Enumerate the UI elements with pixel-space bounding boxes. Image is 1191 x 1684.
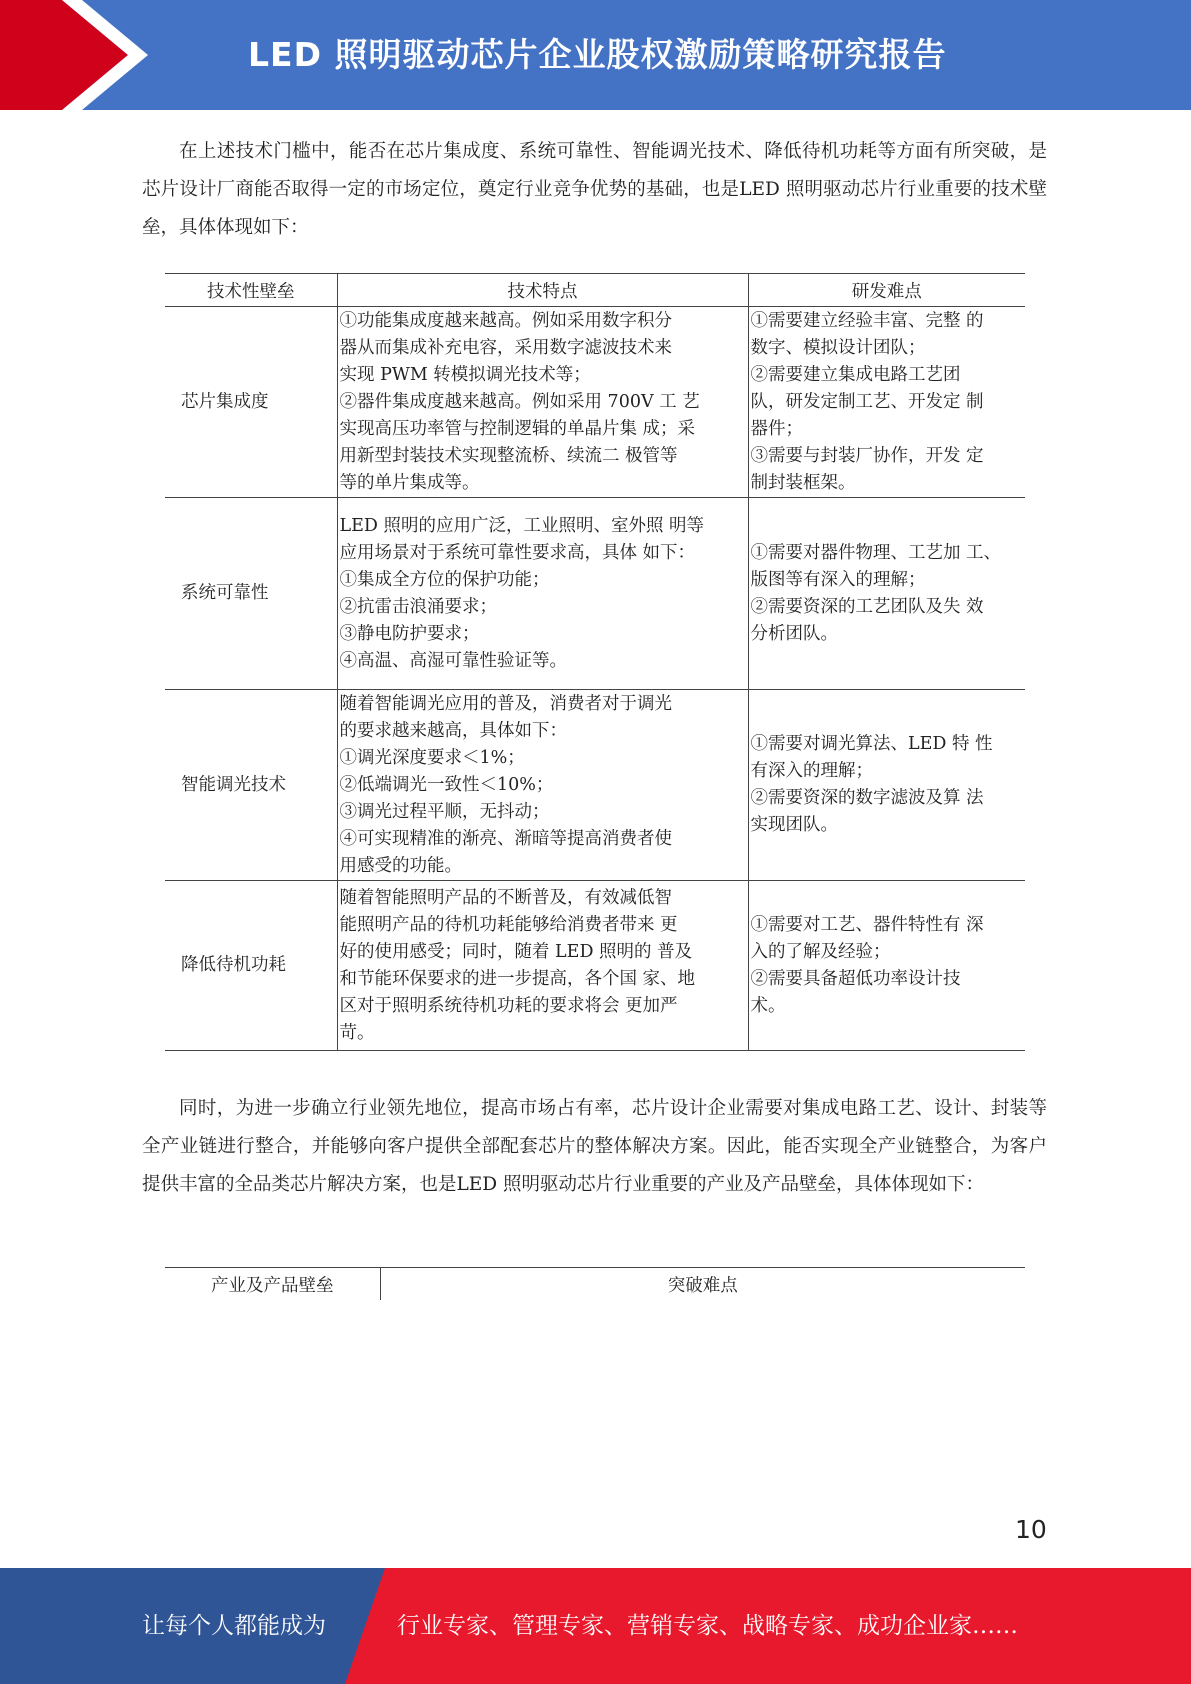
text-line: 入的了解及经验；	[750, 941, 891, 962]
text-line: 用感受的功能。	[339, 855, 462, 876]
text-line: ③调光过程平顺，无抖动；	[339, 801, 550, 822]
text-line: 实现 PWM 转模拟调光技术等；	[339, 364, 591, 385]
page-footer	[0, 1568, 1191, 1684]
text-line: ④可实现精准的渐亮、渐暗等提高消费者使	[339, 828, 672, 849]
text-line: ②需要资深的数字滤波及算 法	[750, 788, 984, 808]
difficulties-cell	[748, 881, 1025, 1051]
text-line: ①需要建立经验丰富、完整 的	[750, 310, 984, 331]
text-line: 制封装框架。	[750, 472, 856, 493]
features-cell	[337, 690, 748, 881]
text-line: ②需要具备超低功率设计技	[750, 968, 961, 989]
table-row	[165, 690, 1025, 881]
text-line: ①功能集成度越来越高。例如采用数字积分	[339, 310, 672, 331]
text-line: 数字、模拟设计团队；	[750, 337, 926, 358]
footer-slogan-left: 让每个人都能成为	[142, 1613, 326, 1639]
text-line: 等的单片集成等。	[339, 472, 480, 493]
text-line: 术。	[750, 995, 786, 1016]
text-line: 有深入的理解；	[750, 761, 873, 781]
table-row	[165, 498, 1025, 690]
text-line: 器件；	[750, 418, 803, 439]
text-line: 实现高压功率管与控制逻辑的单晶片集 成；采	[339, 418, 696, 439]
text-line: 苛。	[339, 1022, 375, 1043]
text-line: ③静电防护要求；	[339, 623, 480, 644]
industry-barrier-table	[165, 1267, 1025, 1300]
text-line: 应用场景对于系统可靠性要求高，具体 如下：	[339, 542, 696, 563]
text-line: 的要求越来越高，具体如下：	[339, 720, 567, 741]
text-line: ②需要建立集成电路工艺团	[750, 364, 961, 385]
features-cell	[337, 498, 748, 690]
header-breakthrough-difficulties: 突破难点	[380, 1268, 1025, 1301]
text-line: 能照明产品的待机功耗能够给消费者带来 更	[339, 914, 678, 935]
features-cell	[337, 881, 748, 1051]
text-line: ④高温、高湿可靠性验证等。	[339, 650, 567, 671]
text-line: 区对于照明系统待机功耗的要求将会 更加严	[339, 995, 678, 1016]
features-cell	[337, 307, 748, 498]
page-number: 10	[1015, 1515, 1047, 1544]
barrier-cell: 智能调光技术	[165, 690, 337, 881]
text-line: 用新型封装技术实现整流桥、续流二 极管等	[339, 445, 678, 466]
text-line: ②需要资深的工艺团队及失 效	[750, 596, 984, 617]
table-row	[165, 881, 1025, 1051]
text-line: 好的使用感受；同时，随着 LED 照明的 普及	[339, 941, 693, 962]
text-line: ②低端调光一致性＜10%；	[339, 774, 554, 795]
text-line: LED 照明的应用广泛，工业照明、室外照 明等	[339, 515, 705, 536]
text-line: 和节能环保要求的进一步提高，各个国 家、地	[339, 968, 696, 989]
text-line: ①集成全方位的保护功能；	[339, 569, 550, 590]
industry-chain-paragraph: 同时，为进一步确立行业领先地位，提高市场占有率，芯片设计企业需要对集成电路工艺、设计、封装等全产业链进行整合，并能够向客户提供全部配套芯片的整体解决方案。因此，能否实现全产业链整合，为客户提供丰富的全品类芯片解决方案，也是LED 照明驱动芯片行业重要的产业及产品壁垒，具体体现如下：	[142, 1098, 1047, 1195]
header-industry-barrier: 产业及产品壁垒	[165, 1268, 380, 1301]
footer-slogan-right: 行业专家、管理专家、营销专家、战略专家、成功企业家……	[397, 1613, 1018, 1639]
technical-barrier-table	[165, 273, 1025, 1051]
text-line: 实现团队。	[750, 815, 838, 835]
table-row	[165, 307, 1025, 498]
difficulties-cell	[748, 498, 1025, 690]
barrier-cell: 芯片集成度	[165, 307, 337, 498]
text-line: ③需要与封装厂协作，开发 定	[750, 445, 984, 466]
text-line: 分析团队。	[750, 623, 838, 644]
difficulties-cell	[748, 690, 1025, 881]
difficulties-cell	[748, 307, 1025, 498]
table-header-row	[165, 274, 1025, 307]
text-line: ②抗雷击浪涌要求；	[339, 596, 497, 617]
text-line: ①需要对器件物理、工艺加 工、	[750, 542, 1002, 563]
text-line: ①需要对工艺、器件特性有 深	[750, 914, 984, 935]
header-barrier: 技术性壁垒	[165, 274, 337, 307]
header-features: 技术特点	[337, 274, 748, 307]
text-line: ①需要对调光算法、LED 特 性	[750, 734, 993, 754]
header-difficulties: 研发难点	[748, 274, 1025, 307]
intro-paragraph: 在上述技术门槛中，能否在芯片集成度、系统可靠性、智能调光技术、降低待机功耗等方面有所突破，是芯片设计厂商能否取得一定的市场定位，奠定行业竞争优势的基础，也是LED 照明驱动芯片行业重要的技术壁垒，具体体现如下：	[142, 141, 1047, 238]
text-line: 随着智能照明产品的不断普及，有效减低智	[339, 887, 672, 908]
text-line: ②器件集成度越来越高。例如采用 700V 工 艺	[339, 391, 700, 412]
page-header	[0, 0, 1191, 110]
text-line: 器从而集成补充电容，采用数字滤波技术来	[339, 337, 672, 358]
text-line: 版图等有深入的理解；	[750, 569, 926, 590]
table-header-row	[165, 1268, 1025, 1301]
report-title: LED 照明驱动芯片企业股权激励策略研究报告	[248, 35, 947, 74]
barrier-cell: 系统可靠性	[165, 498, 337, 690]
barrier-cell: 降低待机功耗	[165, 881, 337, 1051]
text-line: 随着智能调光应用的普及，消费者对于调光	[339, 693, 672, 714]
text-line: ①调光深度要求＜1%；	[339, 747, 525, 768]
text-line: 队，研发定制工艺、开发定 制	[750, 391, 984, 412]
